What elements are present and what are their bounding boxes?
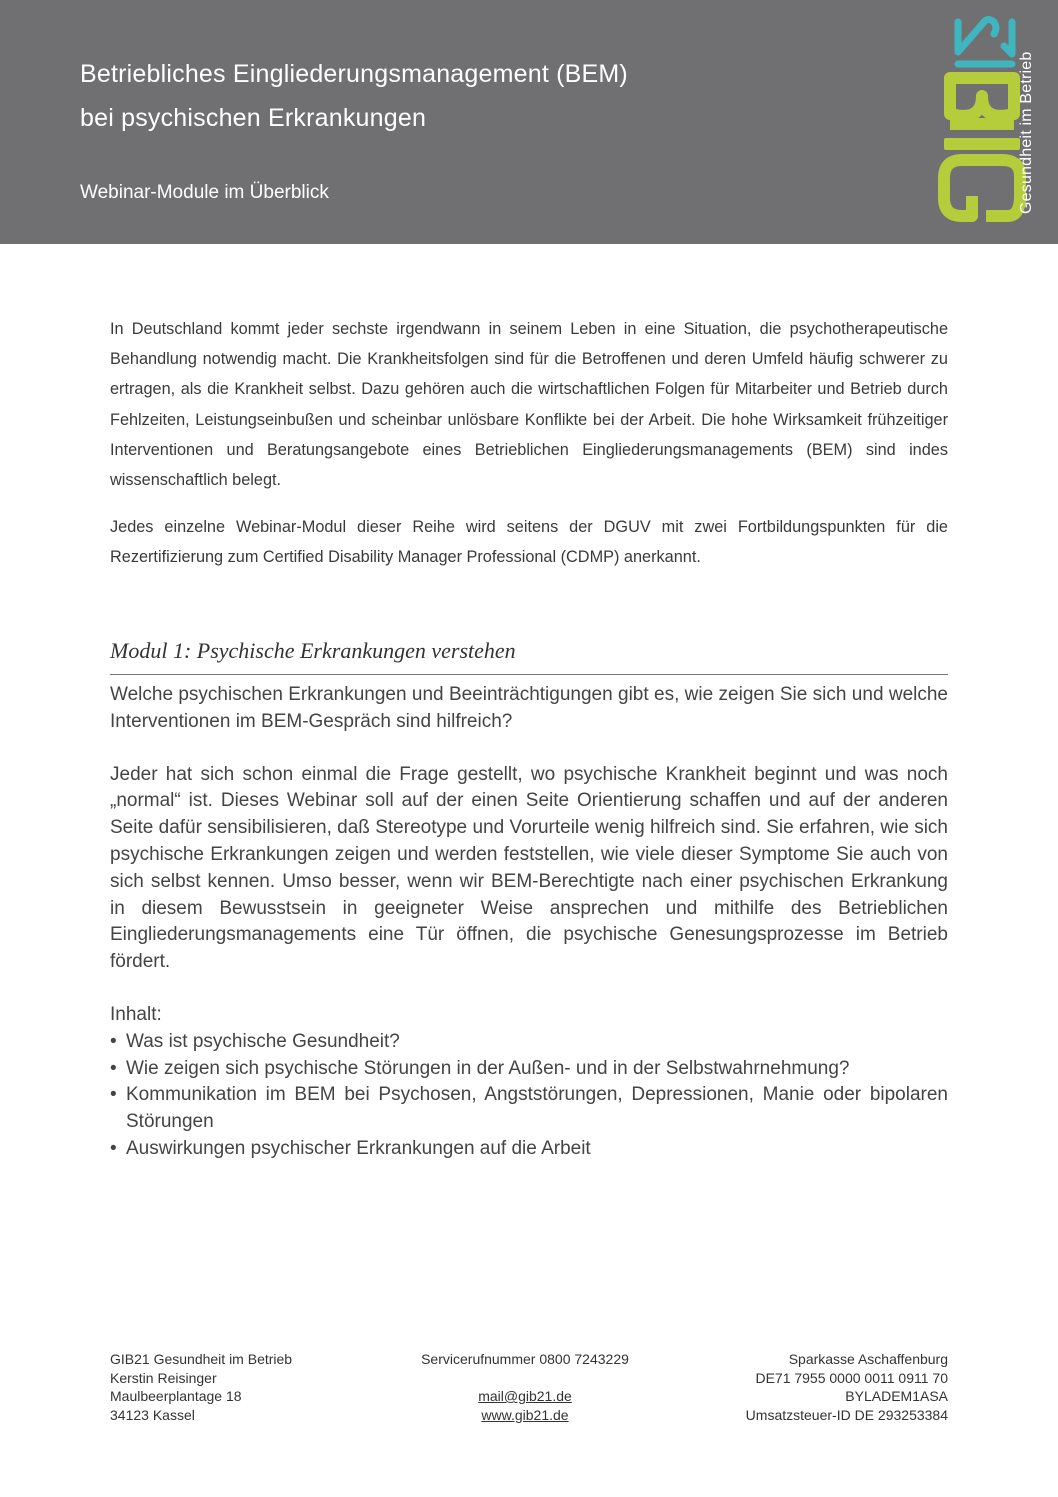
footer-street: Maulbeerplantage 18	[110, 1388, 242, 1404]
title-line-1: Betriebliches Eingliederungsmanagement (BEM)	[80, 60, 628, 88]
module-description: Jeder hat sich schon einmal die Frage gestellt, wo psychische Krankheit beginnt und was noch „normal“ ist. Dieses Webinar soll auf der einen Seite Orientierung schaffen und auf der anderen Seite dafür sensibilisieren, daß Stereotype und Vorurteile wenig hilfreich sind. Sie erfahren, wie sich psychische Erkrankungen zeigen und werden feststellen, wie viele dieser Symptome Sie auch von sich selbst kennen. Umso besser, wenn wir BEM-Berechtigte nach einer psychischen Erkrankung in diesem Bewusstsein in geeigneter Weise ansprechen und mithilfe des Betrieblichen Eingliederungsmanagements eine Tür öffnen, die psychische Genesungsprozesse im Betrieb fördert.	[110, 763, 948, 973]
logo-letter-i	[944, 138, 1020, 150]
footer-bic: BYLADEM1ASA	[845, 1388, 948, 1404]
footer-bank-name: Sparkasse Aschaffenburg	[788, 1351, 948, 1367]
footer-vat-id: Umsatzsteuer-ID DE 293253384	[745, 1406, 948, 1423]
footer-phone: Servicerufnummer 0800 7243229	[421, 1351, 629, 1367]
list-item-text: Wie zeigen sich psychische Störungen in der Außen- und in der Selbstwahrnehmung?	[126, 1057, 850, 1079]
logo-number-21	[958, 20, 1012, 65]
logo-tagline: Gesundheit im Betrieb	[1018, 51, 1035, 214]
list-item	[110, 1029, 948, 1056]
page-header	[0, 0, 1058, 244]
footer-iban: DE71 7955 0000 0011 0911 70	[755, 1369, 948, 1386]
list-item-text: Was ist psychische Gesundheit?	[126, 1030, 400, 1052]
module-section	[110, 682, 948, 1163]
module-question: Welche psychischen Erkrankungen und Beeinträchtigungen gibt es, wie zeigen Sie sich und welche Interventionen im BEM-Gespräch sind hilfreich?	[110, 684, 948, 732]
title-line-2: bei psychischen Erkrankungen	[80, 104, 427, 132]
list-item	[110, 1082, 948, 1136]
footer-address	[110, 1350, 292, 1424]
intro-section	[110, 314, 948, 590]
module-heading: Modul 1: Psychische Erkrankungen verstehen	[110, 634, 948, 675]
bullet-icon: •	[110, 1137, 117, 1159]
list-item	[110, 1056, 948, 1083]
footer-company: GIB21 Gesundheit im Betrieb	[110, 1351, 293, 1367]
intro-paragraph-1: In Deutschland kommt jeder sechste irgendwann in seinem Leben in eine Situation, die psychotherapeutische Behandlung notwendig macht. Die Krankheitsfolgen sind für die Betroffenen und deren Umfeld häufig schwerer zu ertragen, als die Krankheit selbst. Dazu gehören auch die wirtschaftlichen Folgen für Mitarbeiter und Betrieb durch Fehlzeiten, Leistungseinbußen und scheinbar unlösbare Konflikte bei der Arbeit. Die hohe Wirksamkeit frühzeitiger Interventionen und Beratungsangebote eines Betrieblichen Eingliederungsmanagements (BEM) sind indes wissenschaftlich belegt.	[110, 320, 948, 490]
document-subtitle: Webinar-Module im Überblick	[80, 182, 329, 203]
list-item-text: Auswirkungen psychischer Erkrankungen auf die Arbeit	[126, 1137, 591, 1159]
bullet-icon: •	[110, 1030, 117, 1052]
footer-email-link[interactable]: mail@gib21.de	[478, 1388, 572, 1404]
footer-bank	[746, 1350, 948, 1424]
footer-contact-person: Kerstin Reisinger	[110, 1369, 217, 1386]
document-title	[80, 52, 900, 140]
footer-spacer	[350, 1369, 700, 1388]
intro-paragraph-2: Jedes einzelne Webinar-Modul dieser Reihe wird seitens der DGUV mit zwei Fortbildungspunkten für die Rezertifizierung zum Certified Disability Manager Professional (CDMP) anerkannt.	[110, 518, 948, 567]
bullet-icon: •	[110, 1057, 117, 1079]
footer-contact	[350, 1350, 700, 1424]
footer-city: 34123 Kassel	[110, 1406, 195, 1423]
logo-letter-b	[950, 78, 1014, 124]
footer-website-link[interactable]: www.gib21.de	[481, 1406, 569, 1423]
content-label: Inhalt:	[110, 1003, 162, 1025]
list-item	[110, 1136, 948, 1163]
bullet-icon: •	[110, 1084, 117, 1106]
logo-letter-g	[944, 160, 1020, 216]
content-list	[110, 1029, 948, 1163]
list-item-text: Kommunikation im BEM bei Psychosen, Angststörungen, Depressionen, Manie oder bipolaren Störungen	[126, 1084, 948, 1133]
